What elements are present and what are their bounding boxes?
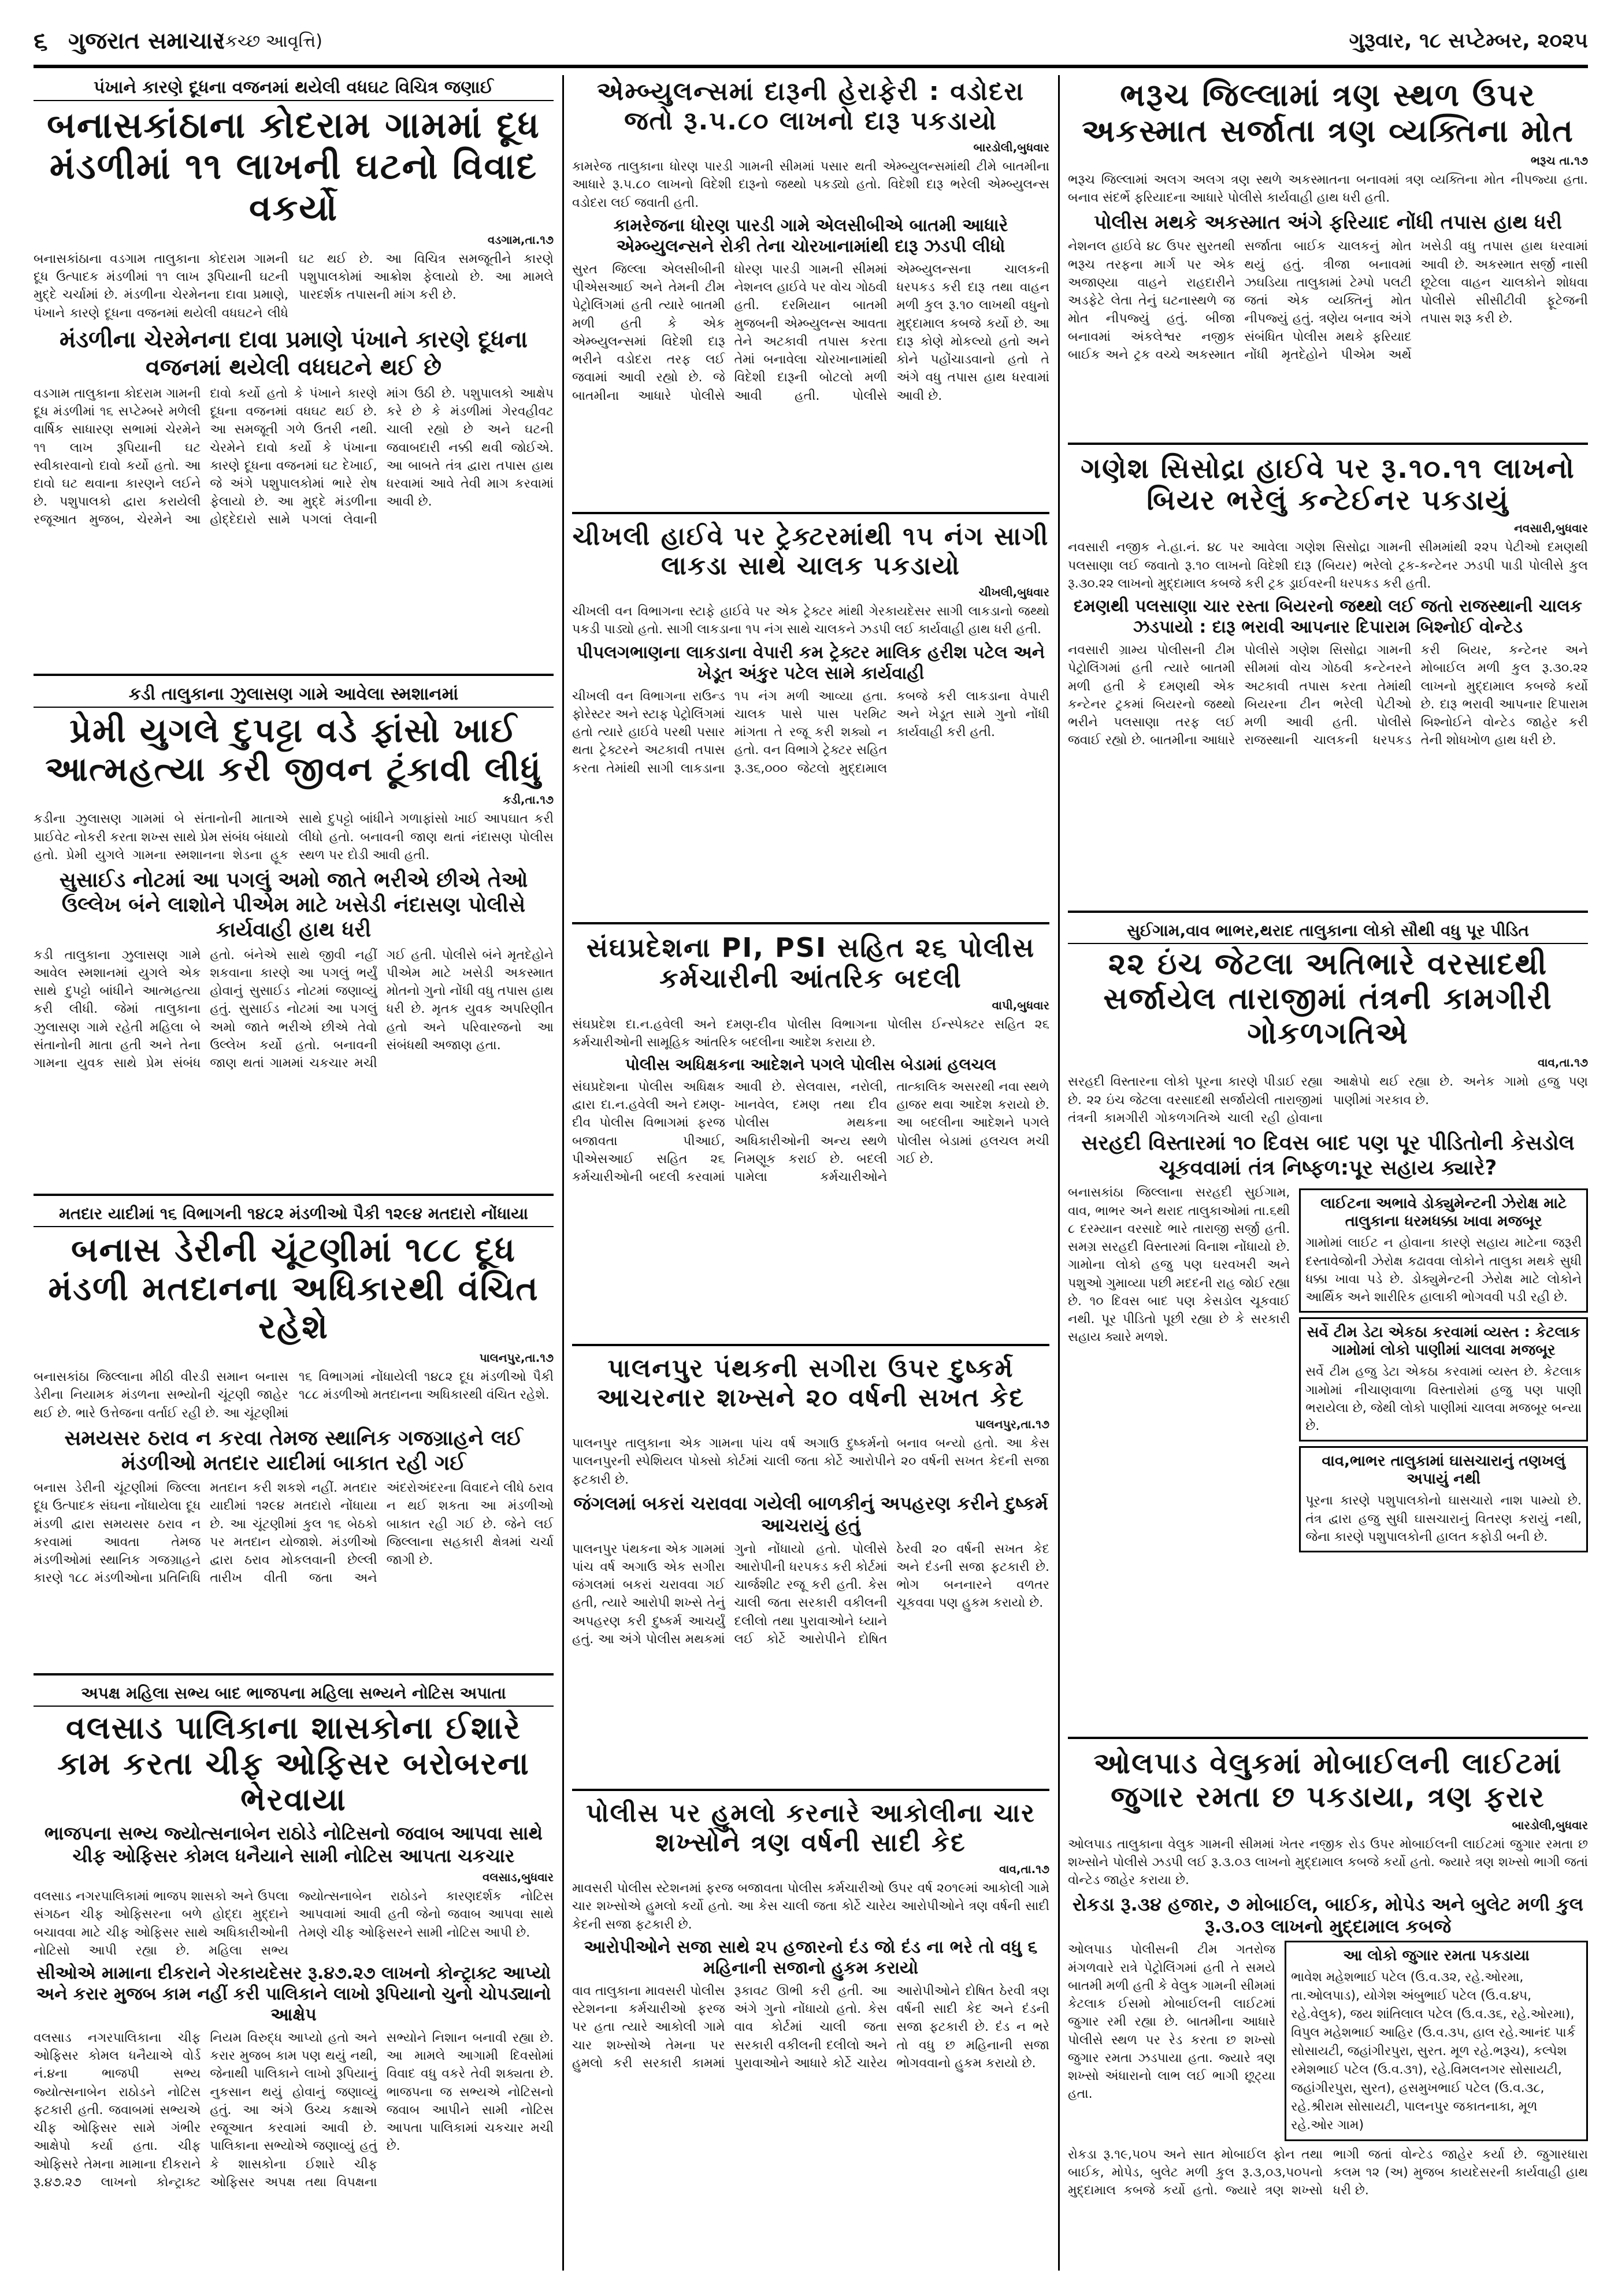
article-police-transfer (572, 930, 1049, 1346)
article-chikhli-timber (572, 520, 1049, 924)
box-body: સર્વે ટીમ હજુ ડેટા એકઠા કરવામાં વ્યસ્ત છે. કેટલાક ગામોમાં નીચાણવાળા વિસ્તારોમાં હજુ પણ પાણી ભરાયેલા છે, જેથી લોકો પાણીમાં ચાલવા મજબૂર બન્યા છે. (1305, 1365, 1582, 1434)
masthead (34, 23, 1588, 68)
column-rule (1058, 75, 1060, 2271)
headline: સંઘપ્રદેશના PI, PSI સહિત ૨૬ પોલીસ કર્મચારીની આંતરિક બદલી (586, 932, 1036, 994)
accused-list: ભાવેશ મહેશભાઈ પટેલ (ઉ.વ.૩૨, રહે.ઓરમા, તા.ઓલપાડ), યોગેશ અંબુભાઈ પટેલ (ઉ.વ.૪૫, રહે.વેલુક), જય શાંતિલાલ પટેલ (ઉ.વ.૩૬, રહે.ઓરમા), વિપુલ મહેશભાઈ આહિર (ઉ.વ.૩૫, હાલ રહે.આનંદ પાર્ક સોસાયટી, જહાંગીરપુરા, સુરત. મૂળ રહે.ભરૂચ), કલ્પેશ રમેશભાઈ પટેલ (ઉ.વ.૩૧), રહે.વિમલનગર સોસાયટી, જહાંગીરપુરા, સુરત), હસમુખભાઈ પટેલ (ઉ.વ.૩૮, રહે.શ્રીરામ સોસાયટી, પાલનપુર જકાતનાકા, મૂળ રહે.ઓર ગામ) (1291, 1970, 1576, 2132)
box-title: વાવ,ભાભર તાલુકામાં ઘાસચારાનું તણખલું અપાયું નથી (1322, 1452, 1565, 1488)
subheadline: મંડળીના ચેરમેનના દાવા પ્રમાણે પંખાને કારણે દૂધના વજનમાં થયેલી વધઘટને થઈ છે (59, 326, 528, 381)
subheadline: સીઓએ મામાના દીકરાને ગેરકાયદેસર રૂ.૪૭.૨૭ લાખનો કોન્ટ્રાક્ટ આપ્યો અને કરાર મુજબ કામ નહીં કરી પાલિકાને લાખો રૂપિયાનો ચુનો ચોપડ્યાનો આક્ષેપ (36, 1963, 551, 2025)
subheadline: સરહદી વિસ્તારમાં ૧૦ દિવસ બાદ પણ પૂર પીડિતોની કેસડોલ ચૂકવવામાં તંત્ર નિષ્ફળ:પૂર સહાય ક્યારે? (1081, 1131, 1575, 1180)
article-body: ચીખલી વન વિભાગના રાઉન્ડ ફોરેસ્ટર અને સ્ટાફ પેટ્રોલિંગમાં હતો ત્યારે હાઈવે પરથી પસાર થતા ટ્રેક્ટરને અટકાવી તપાસ કરતા તેમાંથી સાગી લાકડાના ૧૫ નંગ મળી આવ્યા હતા. ચાલક પાસે પાસ પરમિટ માંગતા તે રજૂ કરી શક્યો ન હતો. વન વિભાગે ટ્રેક્ટર સહિત રૂ.૩૬,૦૦૦ જેટલો મુદ્દામાલ કબજે કરી લાકડાના વેપારી અને ખેડૂત સામે ગુનો નોંધી કાર્યવાહી કરી હતી. (572, 689, 1049, 776)
headline: ચીખલી હાઈવે પર ટ્રેક્ટરમાંથી ૧૫ નંગ સાગી લાકડા સાથે ચાલક પકડાયો (572, 522, 1049, 581)
article-banas-dairy (34, 1202, 554, 1675)
dateline: વડગામ,તા.૧૭ (487, 232, 554, 247)
issue-date: ગુરૂવાર, ૧૮ સપ્ટેમ્બર, ૨૦૨૫ (1349, 29, 1588, 53)
dateline: ચીખલી,બુધવાર (978, 585, 1049, 600)
article-body: ચીખલી વન વિભાગના સ્ટાફે હાઈવે પર એક ટ્રેક્ટર માંથી ગેરકાયદેસર સાગી લાકડાનો જથ્થો પકડી પાડ્યો હતો. સાગી લાકડાના ૧૫ નંગ સાથે ચાલકને ઝડપી લઈ કાર્યવાહી હાથ ધરી હતી. (572, 604, 1049, 637)
dateline: પાલનપુર,તા.૧૭ (975, 1417, 1049, 1432)
article-navsari-beer (1068, 451, 1588, 913)
newspaper-page (34, 23, 1588, 2271)
article-body: રોકડા રૂ.૧૯,૫૦૫ અને સાત મોબાઈલ ફોન તથા બાઈક, મોપેડ, બુલેટ મળી કુલ રૂ.૩,૦૩,૫૦૫નો મુદ્દામાલ કબજે કર્યો હતો. જ્યારે ત્રણ શખ્સો ભાગી જતાં વોન્ટેડ જાહેર કર્યા છે. જુગારધારા કલમ ૧૨ (અ) મુજબ કાયદેસરની કાર્યવાહી હાથ ધરી છે. (1068, 2147, 1588, 2198)
dateline: કડી,તા.૧૭ (503, 793, 554, 807)
subheadline: કામરેજના ધોરણ પારડી ગામે એલસીબીએ બાતમી આધારે એમ્બ્યુલન્સને રોકી તેના ચોરખાનામાંથી દારૂ ઝડપી લીધો (613, 215, 1008, 257)
article-body: નેશનલ હાઈવે ૪૮ ઉપર સુરતથી ભરૂચ તરફના માર્ગ પર એક અજાણ્યા વાહને રાહદારીને અડફેટે લેતા તેનું ઘટનાસ્થળે જ મોત નીપજ્યું હતું. બીજા બનાવમાં અંકલેશ્વર નજીક બાઈક અને ટ્રક વચ્ચે અકસ્માત સર્જાતા બાઈક ચાલકનું મોત થયું હતું. ત્રીજા બનાવમાં ઝઘડિયા તાલુકામાં ટેમ્પો પલટી જતાં એક વ્યક્તિનું મોત નીપજ્યું હતું. ત્રણેય બનાવ અંગે સંબંધિત પોલીસ મથકે ફરિયાદ નોંધી મૃતદેહોને પીએમ અર્થે ખસેડી વધુ તપાસ હાથ ધરવામાં આવી છે. અકસ્માત સર્જી નાસી છૂટેલા વાહન ચાલકોને શોધવા પોલીસે સીસીટીવી ફૂટેજની તપાસ શરૂ કરી છે. (1068, 239, 1588, 362)
article-body: બનાસકાંઠા જિલ્લાના સરહદી સુઈગામ, વાવ, ભાભર અને થરાદ તાલુકાઓમાં તા.૬થી ૮ દરમ્યાન વરસાદે ભારે તારાજી સર્જી હતી. સમગ્ર સરહદી વિસ્તારમાં વિનાશ નોંધાયો છે. ગામોના લોકો હજુ પણ ઘરવખરી અને પશુઓ ગુમાવ્યા પછી મદદની રાહ જોઈ રહ્યા છે. ૧૦ દિવસ બાદ પણ કેસડોલ ચૂકવાઈ નથી. પૂર પીડિતો પૂછી રહ્યા છે કે સરકારી સહાય ક્યારે મળશે. (1068, 1186, 1290, 1345)
column-rule (562, 75, 564, 2271)
sidebar-boxes (1299, 1184, 1588, 1557)
article-olpad-gambling (1068, 1745, 1588, 2271)
subheadline: સમયસર ઠરાવ ન કરવા તેમજ સ્થાનિક ગજગ્રાહને લઈ મંડળીઓ મતદાર યાદીમાં બાકાત રહી ગઈ (64, 1426, 523, 1475)
accused-list-box (1285, 1941, 1588, 2141)
article-body: નવસારી ગ્રામ્ય પોલીસની ટીમ પેટ્રોલિંગમાં હતી ત્યારે બાતમી મળી હતી કે દમણથી એક કન્ટેનર ટ્રકમાં બિયરનો જથ્થો ભરીને પલસાણા તરફ લઈ જવાઈ રહ્યો છે. બાતમીના આધારે પોલીસે ગણેશ સિસોદ્રા ગામની સીમમાં વોચ ગોઠવી કન્ટેનરને અટકાવી તપાસ કરતા તેમાંથી બિયરના ટીન ભરેલી પેટીઓ મળી આવી હતી. પોલીસે રાજસ્થાની ચાલકની ધરપકડ કરી બિયર, કન્ટેનર અને મોબાઈલ મળી કુલ રૂ.૩૦.૨૨ લાખનો મુદ્દામાલ કબજે કર્યો છે. દારૂ ભરાવી આપનાર દિપારામ બિશ્નોઈને વોન્ટેડ જાહેર કરી તેની શોધખોળ હાથ ધરી છે. (1068, 643, 1588, 748)
box-title: સર્વે ટીમ ડેટા એકઠા કરવામાં વ્યસ્ત : કેટલાક ગામોમાં લોકો પાણીમાં ચાલવા મજબૂર (1307, 1324, 1580, 1359)
headline: ગણેશ સિસોદ્રા હાઈવે પર રૂ.૧૦.૧૧ લાખનો બિયર ભરેલું કન્ટેઈનર પકડાયું (1081, 452, 1575, 517)
article-body: બનાસકાંઠા જિલ્લાના મીઠી વીરડી સમાન બનાસ ડેરીના નિયામક મંડળના સભ્યોની ચૂંટણી જાહેર થઈ છે. ભારે ઉત્તેજના વર્તાઈ રહી છે. આ ચૂંટણીમાં ૧૬ વિભાગમાં નોંધાયેલી ૧૪૮૨ દૂધ મંડળીઓ પૈકી ૧૮૮ મંડળીઓ મતદાનના અધિકારથી વંચિત રહેશે. (34, 1370, 554, 1421)
edition-label: (કચ્છ આવૃત્તિ) (218, 31, 322, 51)
article-kadi-couple (34, 682, 554, 1196)
box-body: પૂરના કારણે પશુપાલકોનો ઘાસચારો નાશ પામ્યો છે. તંત્ર દ્વારા હજુ સુધી ઘાસચારાનું વિતરણ કરાયું નથી, જેના કારણે પશુપાલકોની હાલત કફોડી બની છે. (1305, 1493, 1582, 1544)
info-box (1299, 1446, 1588, 1552)
dateline: પાલનપુર,તા.૧૭ (479, 1351, 554, 1365)
column-left (34, 75, 554, 2271)
paper-name: ગુજરાત સમાચાર (68, 28, 225, 54)
headline: એમ્બ્યુલન્સમાં દારૂની હેરાફેરી : વડોદરા જતો રૂ.૫.૮૦ લાખનો દારૂ પકડાયો (596, 77, 1025, 136)
kicker: મતદાર યાદીમાં ૧૬ વિભાગની ૧૪૮૨ મંડળીઓ પૈકી ૧૨૯૪ મતદારો નોંધાયા (34, 1202, 554, 1227)
subheadline: રોકડા રૂ.૩૪ હજાર, ૭ મોબાઈલ, બાઈક, મોપેડ અને બુલેટ મળી કુલ રૂ.૩.૦૩ લાખનો મુદ્દામાલ કબજે (1072, 1893, 1584, 1938)
article-body: વલસાડ નગરપાલિકામાં ભાજપ શાસકો અને ઉપલા સંગઠન ચીફ ઓફિસરના બળે હોદ્દા મુદ્દાને બચાવવા માટે ચીફ ઓફિસર સાથે અધિકારીઓની નોટિસો આપી રહ્યા છે. મહિલા સભ્ય જ્યોત્સનાબેન રાઠોડને કારણદર્શક નોટિસ આપવામાં આવી હતી જેનો જવાબ આપવા સાથે તેમણે ચીફ ઓફિસરને સામી નોટિસ આપી છે. (34, 1889, 554, 1958)
article-border-floods (1068, 919, 1588, 1739)
dateline: બારડોલી,બુધવાર (1512, 1818, 1588, 1832)
subheadline: જંગલમાં બકરાં ચરાવવા ગયેલી બાળકીનું અપહરણ કરીને દુષ્કર્મ આચરાયું હતું (573, 1492, 1048, 1537)
box-title: આ લોકો જુગાર રમતા પકડાયા (1343, 1947, 1530, 1965)
article-body: ઓલપાડ તાલુકાના વેલુક ગામની સીમમાં ખેતર નજીક રોડ ઉપર મોબાઈલની લાઈટમાં જુગાર રમતા છ શખ્સોને પોલીસે ઝડપી લઈ રૂ.૩.૦૩ લાખનો મુદ્દામાલ કબજે કર્યો હતો. જ્યારે ત્રણ શખ્સો ભાગી જતાં વોન્ટેડ જાહેર કરાયા છે. (1068, 1837, 1588, 1888)
headline: ઓલપાડ વેલુકમાં મોબાઈલની લાઈટમાં જુગાર રમતા છ પકડાયા, ત્રણ ફરાર (1093, 1747, 1563, 1814)
dateline: વાવ,તા.૧૭ (1538, 1056, 1588, 1070)
headline: પાલનપુર પંથકની સગીરા ઉપર દુષ્કર્મ આચરનાર શખ્સને ૨૦ વર્ષની સખત કેદ (596, 1354, 1025, 1413)
headline: ૨૨ ઇંચ જેટલા અતિભારે વરસાદથી સર્જાયેલ તારાજીમાં તંત્રની કામગીરી ગોકળગતિએ (1103, 947, 1553, 1051)
subheadline: પોલીસ અધિક્ષકના આદેશને પગલે પોલીસ બેડામાં હલચલ (625, 1055, 997, 1075)
article-kodaram-dairy (34, 75, 554, 676)
info-box (1299, 1317, 1588, 1441)
article-body: પાલનપુર પંથકના એક ગામમાં પાંચ વર્ષ અગાઉ એક સગીરા જંગલમાં બકરાં ચરાવવા ગઈ હતી, ત્યારે આરોપી શખ્સે તેનું અપહરણ કરી દુષ્કર્મ આચર્યું હતું. આ અંગે પોલીસ મથકમાં ગુનો નોંધાયો હતો. પોલીસે આરોપીની ધરપકડ કરી કોર્ટમાં ચાર્જશીટ રજૂ કરી હતી. કેસ ચાલી જતા સરકારી વકીલની દલીલો તથા પુરાવાઓને ધ્યાને લઈ કોર્ટે આરોપીને દોષિત ઠેરવી ૨૦ વર્ષની સખત કેદ અને દંડની સજા ફટકારી છે. ભોગ બનનારને વળતર ચૂકવવા પણ હુકમ કરાયો છે. (572, 1541, 1049, 1647)
article-body: ભરૂચ જિલ્લામાં અલગ અલગ ત્રણ સ્થળે અકસ્માતના બનાવમાં ત્રણ વ્યક્તિના મોત નીપજ્યા હતા. બનાવ સંદર્ભે ફરિયાદના આધારે પોલીસે કાર્યવાહી હાથ ધરી હતી. (1068, 173, 1588, 206)
subheadline: પીપલગભાણના લાકડાના વેપારી કમ ટ્રેક્ટર માલિક હરીશ પટેલ અને ખેડૂત અંકુર પટેલ સામે કાર્યવાહી (576, 642, 1045, 683)
article-body: કામરેજ તાલુકાના ધોરણ પારડી ગામની સીમમાં પસાર થતી એમ્બ્યુલન્સમાંથી ટીમે બાતમીના આધારે રૂ.૫.૮૦ લાખનો વિદેશી દારૂનો જથ્થો પકડ્યો હતો. વિદેશી દારૂ ભરેલી એમ્બ્યુલન્સ વડોદરા લઈ જવાતી હતી. (572, 159, 1049, 210)
headline: બનાસકાંઠાના કોદરામ ગામમાં દૂધ મંડળીમાં ૧૧ લાખની ઘટનો વિવાદ વકર્યો (47, 104, 540, 229)
kicker: પંખાને કારણે દૂધના વજનમાં થયેલી વધઘટ વિચિત્ર જણાઈ (34, 75, 554, 101)
dateline: નવસારી,બુધવાર (1514, 521, 1588, 536)
kicker: અપક્ષ મહિલા સભ્ય બાદ ભાજપના મહિલા સભ્યને નોટિસ અપાતા (34, 1681, 554, 1707)
column-middle (572, 75, 1049, 2271)
article-body: વાવ તાલુકાના માવસરી પોલીસ સ્ટેશનના કર્મચારીઓ ફરજ પર હતા ત્યારે આકોલી ગામે ચાર શખ્સોએ તેમના પર હુમલો કરી સરકારી કામમાં રૂકાવટ ઊભી કરી હતી. આ અંગે ગુનો નોંધાયો હતો. કેસ વાવ કોર્ટમાં ચાલી જતા સરકારી વકીલની દલીલો અને પુરાવાઓને આધારે કોર્ટે ચારેય આરોપીઓને દોષિત ઠેરવી ત્રણ વર્ષની સાદી કેદ અને દંડની સજા ફટકારી છે. દંડ ન ભરે તો વધુ છ મહિનાની સજા ભોગવવાનો હુકમ કરાયો છે. (572, 1983, 1049, 2071)
article-bharuch-accidents (1068, 75, 1588, 445)
headline: ભરૂચ જિલ્લામાં ત્રણ સ્થળ ઉપર અકસ્માત સર્જાતા ત્રણ વ્યક્તિના મોત (1082, 77, 1574, 150)
dateline: બારડોલી,બુધવાર (973, 140, 1049, 155)
article-ambulance-liquor (572, 75, 1049, 514)
article-body: બનાસ ડેરીની ચૂંટણીમાં જિલ્લા દૂધ ઉત્પાદક સંઘના નોંધાયેલા દૂધ મંડળી દ્વારા સમયસર ઠરાવ ન કરવામાં આવતા તેમજ મંડળીઓમાં સ્થાનિક ગજગ્રાહને કારણે ૧૮૮ મંડળીઓના પ્રતિનિધિ મતદાન કરી શકશે નહીં. મતદાર યાદીમાં ૧૨૯૪ મતદારો નોંધાયા છે. આ ચૂંટણીમાં કુલ ૧૬ બેઠકો પર મતદાન યોજાશે. મંડળીઓ દ્વારા ઠરાવ મોકલવાની છેલ્લી તારીખ વીતી જતા અને અંદરોઅંદરના વિવાદને લીધે ઠરાવ ન થઈ શકતા આ મંડળીઓ બાકાત રહી ગઈ છે. જેને લઈ જિલ્લાના સહકારી ક્ષેત્રમાં ચર્ચા જાગી છે. (34, 1481, 554, 1586)
article-body: માવસરી પોલીસ સ્ટેશનમાં ફરજ બજાવતા પોલીસ કર્મચારીઓ ઉપર વર્ષ ૨૦૧૯માં આકોલી ગામે ચાર શખ્સોએ હુમલો કર્યો હતો. આ કેસ ચાલી જતા કોર્ટે ચારેય આરોપીઓને ત્રણ વર્ષની સાદી કેદની સજા ફટકારી છે. (572, 1881, 1049, 1932)
article-body: બનાસકાંઠાના વડગામ તાલુકાના કોદરામ ગામની દૂધ ઉત્પાદક મંડળીમાં ૧૧ લાખ રૂપિયાની ઘટની મુદ્દે ચર્ચામાં છે. મંડળીના ચેરમેનના દાવા પ્રમાણે, પંખાને કારણે દૂધના વજનમાં થયેલી વધઘટને લીધે ઘટ થઈ છે. આ વિચિત્ર સમજૂતીને કારણે પશુપાલકોમાં આક્રોશ ફેલાયો છે. આ મામલે પારદર્શક તપાસની માંગ કરી છે. (34, 251, 554, 321)
headline: વલસાડ પાલિકાના શાસકોના ઈશારે કામ કરતા ચીફ ઓફિસર બરોબરના ભેરવાયા (57, 1710, 530, 1818)
article-body: પાલનપુર તાલુકાના એક ગામના પાંચ વર્ષ અગાઉ દુષ્કર્મનો બનાવ બન્યો હતો. આ કેસ પાલનપુરની સ્પેશિયલ પોક્સો કોર્ટમાં ચાલી જતા કોર્ટે આરોપીને ૨૦ વર્ષની સખત કેદની સજા ફટકારી છે. (572, 1436, 1049, 1487)
subheadline: દમણથી પલસાણા ચાર રસ્તા બિયરનો જથ્થો લઈ જતો રાજસ્થાની ચાલક ઝડપાયો : દારૂ ભરાવી આપનાર દિપારામ બિશ્નોઈ વોન્ટેડ (1073, 596, 1583, 638)
column-right (1068, 75, 1588, 2271)
article-body: સુરત જિલ્લા એલસીબીની પીએસઆઈ અને તેમની ટીમ પેટ્રોલિંગમાં હતી ત્યારે બાતમી મળી હતી કે એક એમ્બ્યુલન્સમાં વિદેશી દારૂ ભરીને વડોદરા તરફ લઈ જવામાં આવી રહ્યો છે. જે બાતમીના આધારે પોલીસે ધોરણ પારડી ગામની સીમમાં નેશનલ હાઈવે પર વોચ ગોઠવી હતી. દરમિયાન બાતમી મુજબની એમ્બ્યુલન્સ આવતા તેને અટકાવી તપાસ કરતા તેમાં બનાવેલા ચોરખાનામાંથી વિદેશી દારૂની બોટલો મળી આવી હતી. પોલીસે એમ્બ્યુલન્સના ચાલકની ધરપકડ કરી દારૂ તથા વાહન મળી કુલ રૂ.૧૦ લાખથી વધુનો મુદ્દામાલ કબજે કર્યો છે. આ દારૂ કોણે મોકલ્યો હતો અને કોને પહોંચાડવાનો હતો તે અંગે વધુ તપાસ હાથ ધરવામાં આવી છે. (572, 262, 1049, 403)
headline: પ્રેમી યુગલે દુપટ્ટા વડે ફાંસો ખાઈ આત્મહત્યા કરી જીવન ટૂંકાવી લીધું (45, 711, 542, 789)
article-body: વલસાડ નગરપાલિકાના ચીફ ઓફિસર કોમલ ધનૈયાએ વોર્ડ નં.૪ના ભાજપી સભ્ય જ્યોત્સનાબેન રાઠોડને નોટિસ ફટકારી હતી. જવાબમાં સભ્યએ ચીફ ઓફિસર સામે ગંભીર આક્ષેપો કર્યા હતા. ચીફ ઓફિસરે તેમના મામાના દીકરાને રૂ.૪૭.૨૭ લાખનો કોન્ટ્રાક્ટ નિયમ વિરુદ્ધ આપ્યો હતો અને કરાર મુજબ કામ પણ થયું નથી, જેનાથી પાલિકાને લાખો રૂપિયાનું નુકસાન થયું હોવાનું જણાવ્યું હતું. આ અંગે ઉચ્ચ કક્ષાએ રજૂઆત કરવામાં આવી છે. પાલિકાના સભ્યોએ જણાવ્યું હતું કે શાસકોના ઈશારે ચીફ ઓફિસર અપક્ષ તથા વિપક્ષના સભ્યોને નિશાન બનાવી રહ્યા છે. આ મામલે આગામી દિવસોમાં વિવાદ વધુ વકરે તેવી શક્યતા છે. ભાજપના જ સભ્યએ નોટિસનો જવાબ આપીને સામી નોટિસ આપતા પાલિકામાં ચકચાર મચી છે. (34, 2031, 554, 2190)
article-body: વડગામ તાલુકાના કોદરામ ગામની દૂધ મંડળીમાં ૧૬ સપ્ટેમ્બરે મળેલી વાર્ષિક સાધારણ સભામાં ચેરમેને ૧૧ લાખ રૂપિયાની ઘટ સ્વીકારવાનો દાવો કર્યો હતો. આ દાવો ઘટ થવાના કારણને લઈને છે. પશુપાલકો દ્વારા કરાયેલી રજૂઆત મુજબ, ચેરમેને આ દાવો કર્યો હતો કે પંખાને કારણે દૂધના વજનમાં વધઘટ થઈ છે. આ સમજૂતી ગળે ઉતરી નથી. ચેરમેને દાવો કર્યો કે પંખાના કારણે દૂધના વજનમાં ઘટ દેખાઈ, જે અંગે પશુપાલકોમાં ભારે રોષ ફેલાયો છે. આ મુદ્દે મંડળીના હોદ્દેદારો સામે પગલાં લેવાની માંગ ઉઠી છે. પશુપાલકો આક્ષેપ કરે છે કે મંડળીમાં ગેરવહીવટ ચાલી રહ્યો છે અને ઘટની જવાબદારી નક્કી થવી જોઈએ. આ બાબતે તંત્ર દ્વારા તપાસ હાથ ધરવામાં આવે તેવી માગ કરવામાં આવી છે. (34, 386, 554, 527)
dateline: વલસાડ,બુધવાર (482, 1870, 554, 1885)
article-body: સંઘપ્રદેશના પોલીસ અધિક્ષક દ્વારા દા.ન.હવેલી અને દમણ-દીવ પોલીસ વિભાગમાં ફરજ બજાવતા પીઆઈ, પીએસઆઈ સહિત ૨૬ કર્મચારીઓની બદલી કરવામાં આવી છે. સેલવાસ, નરોલી, ખાનવેલ, દમણ તથા દીવ પોલીસ મથકના અધિકારીઓની અન્ય સ્થળે નિમણૂક કરાઈ છે. બદલી પામેલા કર્મચારીઓને તાત્કાલિક અસરથી નવા સ્થળે હાજર થવા આદેશ કરાયો છે. આ બદલીના આદેશને પગલે પોલીસ બેડામાં હલચલ મચી ગઈ છે. (572, 1079, 1049, 1185)
article-akoli-attack (572, 1797, 1049, 2271)
kicker: સુઈગામ,વાવ ભાભર,થરાદ તાલુકાના લોકો સૌથી વધુ પૂર પીડિત (1068, 919, 1588, 944)
article-body: ઓલપાડ પોલીસની ટીમ ગતરોજ મંગળવારે રાત્રે પેટ્રોલિંગમાં હતી તે સમયે બાતમી મળી હતી કે વેલુક ગામની સીમમાં કેટલાક ઈસમો મોબાઈલની લાઈટમાં જુગાર રમી રહ્યા છે. બાતમીના આધારે પોલીસે સ્થળ પર રેડ કરતા છ શખ્સો જુગાર રમતા ઝડપાયા હતા. જ્યારે ત્રણ શખ્સો અંધારાનો લાભ લઈ ભાગી છૂટ્યા હતા. (1068, 1942, 1276, 2102)
subheadline: સુસાઈડ નોટમાં આ પગલું અમો જાતે ભરીએ છીએ તેઓ ઉલ્લેખ બંને લાશોને પીએમ માટે ખસેડી નંદાસણ પોલીસે કાર્યવાહી હાથ ધરી (59, 868, 528, 942)
info-box (1299, 1188, 1588, 1313)
headline: પોલીસ પર હુમલો કરનારે આકોલીના ચાર શખ્સોને ત્રણ વર્ષની સાદી કેદ (586, 1799, 1036, 1857)
subheadline: આરોપીઓને સજા સાથે ૨૫ હજારનો દંડ જો દંડ ના ભરે તો વધુ ૬ મહિનાની સજાનો હુકમ કરાયો (584, 1937, 1038, 1978)
article-body: સંઘપ્રદેશ દા.ન.હવેલી અને દમણ-દીવ પોલીસ વિભાગના પોલીસ ઈન્સ્પેક્ટર સહિત ૨૬ કર્મચારીઓની સામૂહિક આંતરિક બદલીના આદેશ કરાયા છે. (572, 1017, 1049, 1050)
page-number: ૬ (34, 27, 48, 56)
subheadline: ભાજપના સભ્ય જ્યોત્સનાબેન રાઠોડે નોટિસનો જવાબ આપવા સાથે ચીફ ઓફિસર કોમલ ધનૈયાને સામી નોટિસ આપતા ચકચાર (44, 1822, 543, 1867)
article-body: કડી તાલુકાના ઝુલાસણ ગામે આવેલ સ્મશાનમાં યુગલે એક સાથે દુપટ્ટો બાંધીને આત્મહત્યા કરી લીધી. જેમાં તાલુકાના ઝુલાસણ ગામે રહેતી મહિલા બે સંતાનોની માતા હતી અને તેના ગામના યુવક સાથે પ્રેમ સંબંધ હતો. બંનેએ સાથે જીવી નહીં શકવાના કારણે આ પગલું ભર્યું હોવાનું સુસાઈડ નોટમાં જણાવ્યું હતું. સુસાઈડ નોટમાં આ પગલું અમો જાતે ભરીએ છીએ તેવો ઉલ્લેખ કર્યો હતો. બનાવની જાણ થતાં ગામમાં ચકચાર મચી ગઈ હતી. પોલીસે બંને મૃતદેહોને પીએમ માટે ખસેડી અકસ્માત મોતનો ગુનો નોંધી વધુ તપાસ હાથ ધરી છે. મૃતક યુવક અપરિણીત હતો અને પરિવારજનો આ સંબંધથી અજાણ હતા. (34, 948, 554, 1071)
dateline: ભરૂચ તા.૧૭ (1530, 154, 1588, 168)
article-body: નવસારી નજીક ને.હા.નં. ૪૮ પર આવેલા ગણેશ સિસોદ્રા ગામની સીમમાંથી ૨૨૫ પેટીઓ દમણથી પલસાણા લઈ જવાતો રૂ.૧૦ લાખનો વિદેશી દારૂ (બિયર) ભરેલો ટ્રક-કન્ટેનર ઝડપી પાડી પોલીસે કુલ રૂ.૩૦.૨૨ લાખનો મુદ્દામાલ કબજે કરી ટ્રક ડ્રાઈવરની ધરપકડ કરી હતી. (1068, 540, 1588, 591)
article-valsad-municipality (34, 1681, 554, 2271)
article-palanpur-court (572, 1352, 1049, 1791)
dateline: વાપી,બુધવાર (992, 998, 1049, 1012)
box-title: લાઈટના અભાવે ડોક્યુમેન્ટની ઝેરોક્ષ માટે તાલુકાના ધરમધક્કા ખાવા મજબૂર (1320, 1195, 1567, 1231)
article-body: કડીના ઝુલાસણ ગામમાં બે સંતાનોની માતાએ પ્રાઈવેટ નોકરી કરતા શખ્સ સાથે પ્રેમ સંબંધ બંધાયો હતો. પ્રેમી યુગલે ગામના સ્મશાનના શેડના હૂક સાથે દુપટ્ટો બાંધીને ગળાફાંસો ખાઈ આપઘાત કરી લીધો હતો. બનાવની જાણ થતાં નંદાસણ પોલીસ સ્થળ પર દોડી આવી હતી. (34, 812, 554, 863)
article-body: સરહદી વિસ્તારના લોકો પૂરના કારણે પીડાઈ રહ્યા છે. ૨૨ ઇંચ જેટલા વરસાદથી સર્જાયેલી તારાજીમાં તંત્રની કામગીરી ગોકળગતિએ ચાલી રહી હોવાના આક્ષેપો થઈ રહ્યા છે. અનેક ગામો હજુ પણ પાણીમાં ગરકાવ છે. (1068, 1075, 1588, 1125)
dateline: વાવ,તા.૧૭ (999, 1862, 1049, 1877)
headline: બનાસ ડેરીની ચૂંટણીમાં ૧૮૮ દૂધ મંડળી મતદાનના અધિકારથી વંચિત રહેશે (48, 1230, 539, 1347)
box-body: ગામોમાં લાઈટ ન હોવાના કારણે સહાય માટેના જરૂરી દસ્તાવેજોની ઝેરોક્ષ કઢાવવા લોકોને તાલુકા મથકે સુધી ધક્કા ખાવા પડે છે. ડોક્યુમેન્ટની ઝેરોક્ષ માટે લોકોને આર્થિક અને શારીરિક હાલાકી ભોગવવી પડી રહી છે. (1305, 1236, 1582, 1305)
subheadline: પોલીસ મથકે અકસ્માત અંગે ફરિયાદ નોંધી તપાસ હાથ ધરી (1093, 210, 1563, 234)
kicker: કડી તાલુકાના ઝુલાસણ ગામે આવેલા સ્મશાનમાં (34, 682, 554, 708)
